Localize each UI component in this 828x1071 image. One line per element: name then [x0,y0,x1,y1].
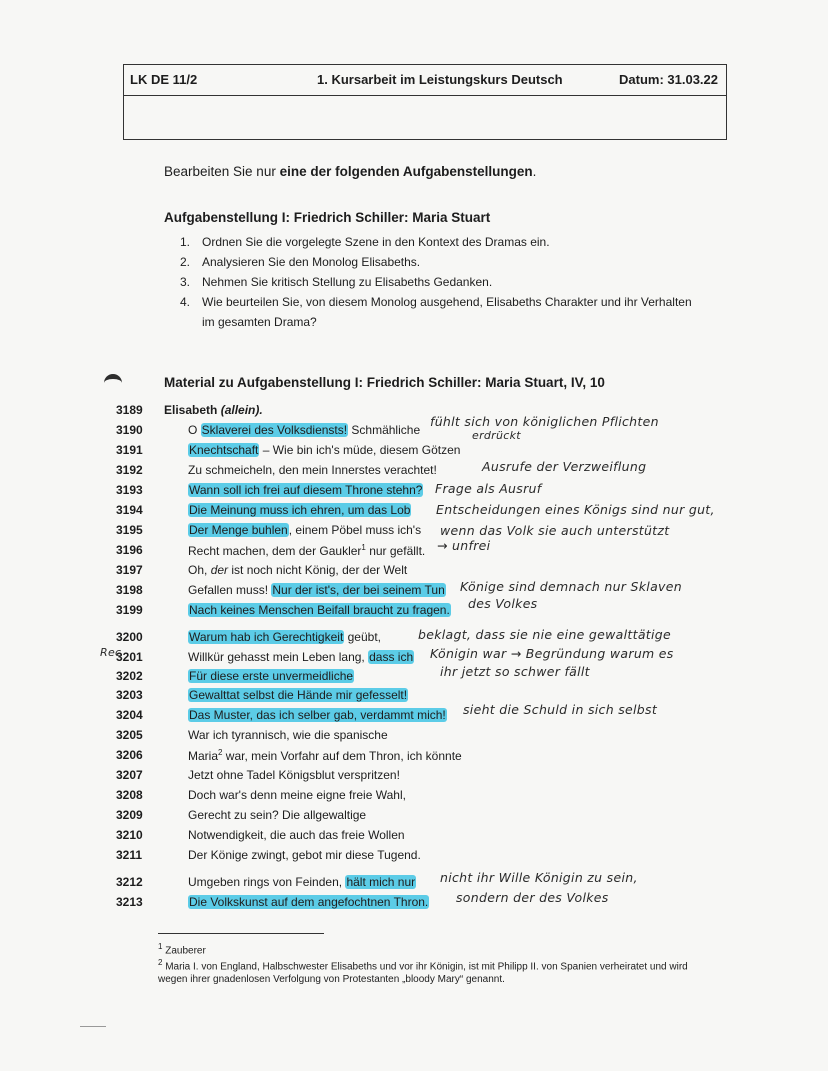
verse-text [188,650,414,664]
task-text: Analysieren Sie den Monolog Elisabeths. [202,255,421,269]
handwritten-note: ihr jetzt so schwer fällt [440,664,590,679]
line-number: 3202 [116,669,143,683]
line-number: 3199 [116,603,143,617]
line-number: 3192 [116,463,143,477]
text-part: Oh, [188,563,211,577]
text-part: , einem Pöbel muss ich's [288,523,422,537]
handwritten-note: beklagt, dass sie nie eine gewalttätige [418,627,671,642]
verse-line [0,806,828,824]
verse-line [0,401,828,419]
text-part: – Wie bin ich's müde, diesem Götzen [259,443,461,457]
footnote-marker: 1 [158,942,163,951]
verse-text [188,423,420,437]
verse-text [188,503,411,517]
verse-text [164,403,263,417]
highlighted-text: Das Muster, das ich selber gab, verdammt mich! [189,708,446,722]
line-number: 3189 [116,403,143,417]
handwritten-note: sieht die Schuld in sich selbst [463,702,658,717]
line-number: 3196 [116,543,143,557]
line-number: 3198 [116,583,143,597]
stage-direction: (allein). [217,403,263,417]
verse-text [188,669,354,683]
task-text: Wie beurteilen Sie, von diesem Monolog ausgehend, Elisabeths Charakter und ihr Verhalten im gesamten Drama? [202,295,692,329]
highlighted-text: Nach keines Menschen Beifall braucht zu fragen. [189,603,450,617]
highlighted-text: Für diese erste unvermeidliche [189,669,354,683]
verse-line [0,648,828,666]
line-number: 3190 [116,423,143,437]
verse-line [0,481,828,499]
text-part: Recht machen, dem der Gaukler [188,544,362,558]
speaker-name: Elisabeth [164,403,218,417]
verse-text: War ich tyrannisch, wie die spanische [188,728,388,742]
verse-line [0,521,828,539]
verse-text: Notwendigkeit, die auch das freie Wollen [188,828,405,842]
footnote-rule [158,933,324,934]
verse-text: Doch war's denn meine eigne freie Wahl, [188,788,406,802]
verse-line [0,726,828,744]
highlighted-text: Die Meinung muss ich ehren, um das Lob [189,503,411,517]
verse-line [0,601,828,619]
line-number: 3210 [116,828,143,842]
line-number: 3208 [116,788,143,802]
handwritten-note: Entscheidungen eines Königs sind nur gut, [436,502,715,517]
text-part: Maria [188,749,219,763]
line-number: 3211 [116,848,143,862]
verse-line [0,628,828,646]
verse-line [0,893,828,911]
line-number: 3191 [116,443,143,457]
line-number: 3195 [116,523,143,537]
line-number: 3194 [116,503,143,517]
verse-text [188,583,446,597]
handwritten-note: → unfrei [437,538,491,553]
handwritten-note: wenn das Volk sie auch unterstützt [440,523,670,538]
verse-line [0,873,828,891]
verse-text: Zu schmeicheln, den mein Innerstes verachtet! [188,463,437,477]
verse-line [0,421,828,439]
verse-line [0,706,828,724]
text-part: nur gefällt. [365,544,426,558]
verse-text: Der Könige zwingt, gebot mir diese Tugend. [188,848,421,862]
text-part: Willkür gehasst mein Leben lang, [188,650,369,664]
verse-text [188,523,421,537]
verse-line [0,686,828,704]
handwritten-note: erdrückt [472,429,521,442]
task-item [180,292,700,332]
highlighted-text: Gewalttat selbst die Hände mir gefesselt! [189,688,408,702]
line-number: 3205 [116,728,143,742]
task-item [180,272,700,292]
instruction-prefix: Bearbeiten Sie nur [164,164,280,179]
instruction-suffix: . [532,164,537,179]
task-item [180,252,700,272]
text-part: Gefallen muss! [188,583,272,597]
verse-line [0,846,828,864]
verse-line [0,766,828,784]
footnote-1 [158,940,698,957]
verse-line [0,581,828,599]
verse-text [188,875,416,889]
text-part: Schmähliche [348,423,421,437]
text-part: war, mein Vorfahr auf dem Thron, ich könnte [222,749,462,763]
verse-line [0,746,828,764]
highlighted-text: Der Menge buhlen [189,523,288,537]
handwritten-note: Ausrufe der Verzweiflung [482,459,647,474]
line-number: 3193 [116,483,143,497]
line-number: 3203 [116,688,143,702]
line-number: 3212 [116,875,143,889]
highlighted-text: Warum hab ich Gerechtigkeit [189,630,344,644]
footnote-2 [158,956,698,986]
line-number: 3197 [116,563,143,577]
verse-text [188,563,407,577]
task-list [180,232,700,332]
line-number: 3201 [116,650,143,664]
margin-scrawl: Rec [100,646,122,659]
footnote-text: Zauberer [162,945,206,957]
footnote-ref: 1 [361,543,366,552]
header-divider [124,95,726,96]
emphasized-text: der [210,563,229,577]
verse-text: Gerecht zu sein? Die allgewaltige [188,808,367,822]
verse-text [188,603,451,617]
highlighted-text: Knechtschaft [189,443,259,457]
highlighted-text: dass ich [369,650,414,664]
verse-text [188,688,408,702]
task-section-title: Aufgabenstellung I: Friedrich Schiller: Maria Stuart [164,210,491,225]
instruction-text [164,164,536,179]
verse-line [0,561,828,579]
margin-scribble [104,374,122,389]
text-part: O [188,423,201,437]
verse-line [0,786,828,804]
handwritten-note: Könige sind demnach nur Sklaven [460,579,682,594]
verse-text [188,708,447,722]
verse-line [0,667,828,685]
highlighted-text: hält mich nur [346,875,416,889]
line-number: 3207 [116,768,143,782]
highlighted-text: Sklaverei des Volksdiensts! [201,423,348,437]
exam-header-box [123,64,727,140]
handwritten-note: fühlt sich von königlichen Pflichten [430,414,659,429]
course-label: LK DE 11/2 [130,72,198,87]
task-text: Ordnen Sie die vorgelegte Szene in den Kontext des Dramas ein. [202,235,550,249]
task-text: Nehmen Sie kritisch Stellung zu Elisabeths Gedanken. [202,275,493,289]
verse-line [0,826,828,844]
page-edge-mark [80,1026,106,1027]
verse-text [188,443,460,457]
verse-text [188,483,423,497]
footnote-marker: 2 [158,958,163,967]
line-number: 3204 [116,708,143,722]
text-part: ist noch nicht König, der der Welt [228,563,408,577]
line-number: 3209 [116,808,143,822]
verse-text [188,748,462,763]
handwritten-note: Frage als Ausruf [435,481,542,496]
line-number: 3206 [116,748,143,762]
highlighted-text: Die Volkskunst auf dem angefochtnen Thron. [189,895,429,909]
task-number: 3. [180,275,191,289]
footnote-text: Maria I. von England, Halbschwester Elisabeths und vor ihr Königin, ist mit Philipp II. von Spanien verheiratet und wird wegen ihrer gnadenlosen Verfolgung von Protestanten „bloody Mary“ genannt. [158,961,688,986]
material-title: Material zu Aufgabenstellung I: Friedrich Schiller: Maria Stuart, IV, 10 [164,375,605,390]
highlighted-text: Wann soll ich frei auf diesem Throne stehn? [189,483,423,497]
task-number: 4. [180,295,191,309]
task-number: 2. [180,255,191,269]
footnote-ref: 2 [218,748,223,757]
highlighted-text: Nur der ist's, der bei seinem Tun [272,583,445,597]
text-part: Umgeben rings von Feinden, [188,875,346,889]
line-number: 3213 [116,895,143,909]
instruction-bold: eine der folgenden Aufgabenstellungen [279,164,533,179]
verse-line [0,461,828,479]
handwritten-note: sondern der des Volkes [456,890,609,905]
verse-text [188,543,425,558]
handwritten-note: des Volkes [468,596,538,611]
text-part: geübt, [344,630,381,644]
verse-line [0,541,828,559]
exam-date: Datum: 31.03.22 [619,72,718,87]
exam-title: 1. Kursarbeit im Leistungskurs Deutsch [317,72,563,87]
line-number: 3200 [116,630,143,644]
verse-text [188,895,429,909]
verse-text [188,630,381,644]
task-number: 1. [180,235,191,249]
task-item [180,232,700,252]
handwritten-note: Königin war → Begründung warum es [430,646,674,661]
verse-line [0,441,828,459]
verse-text: Jetzt ohne Tadel Königsblut verspritzen! [188,768,400,782]
handwritten-note: nicht ihr Wille Königin zu sein, [440,870,638,885]
